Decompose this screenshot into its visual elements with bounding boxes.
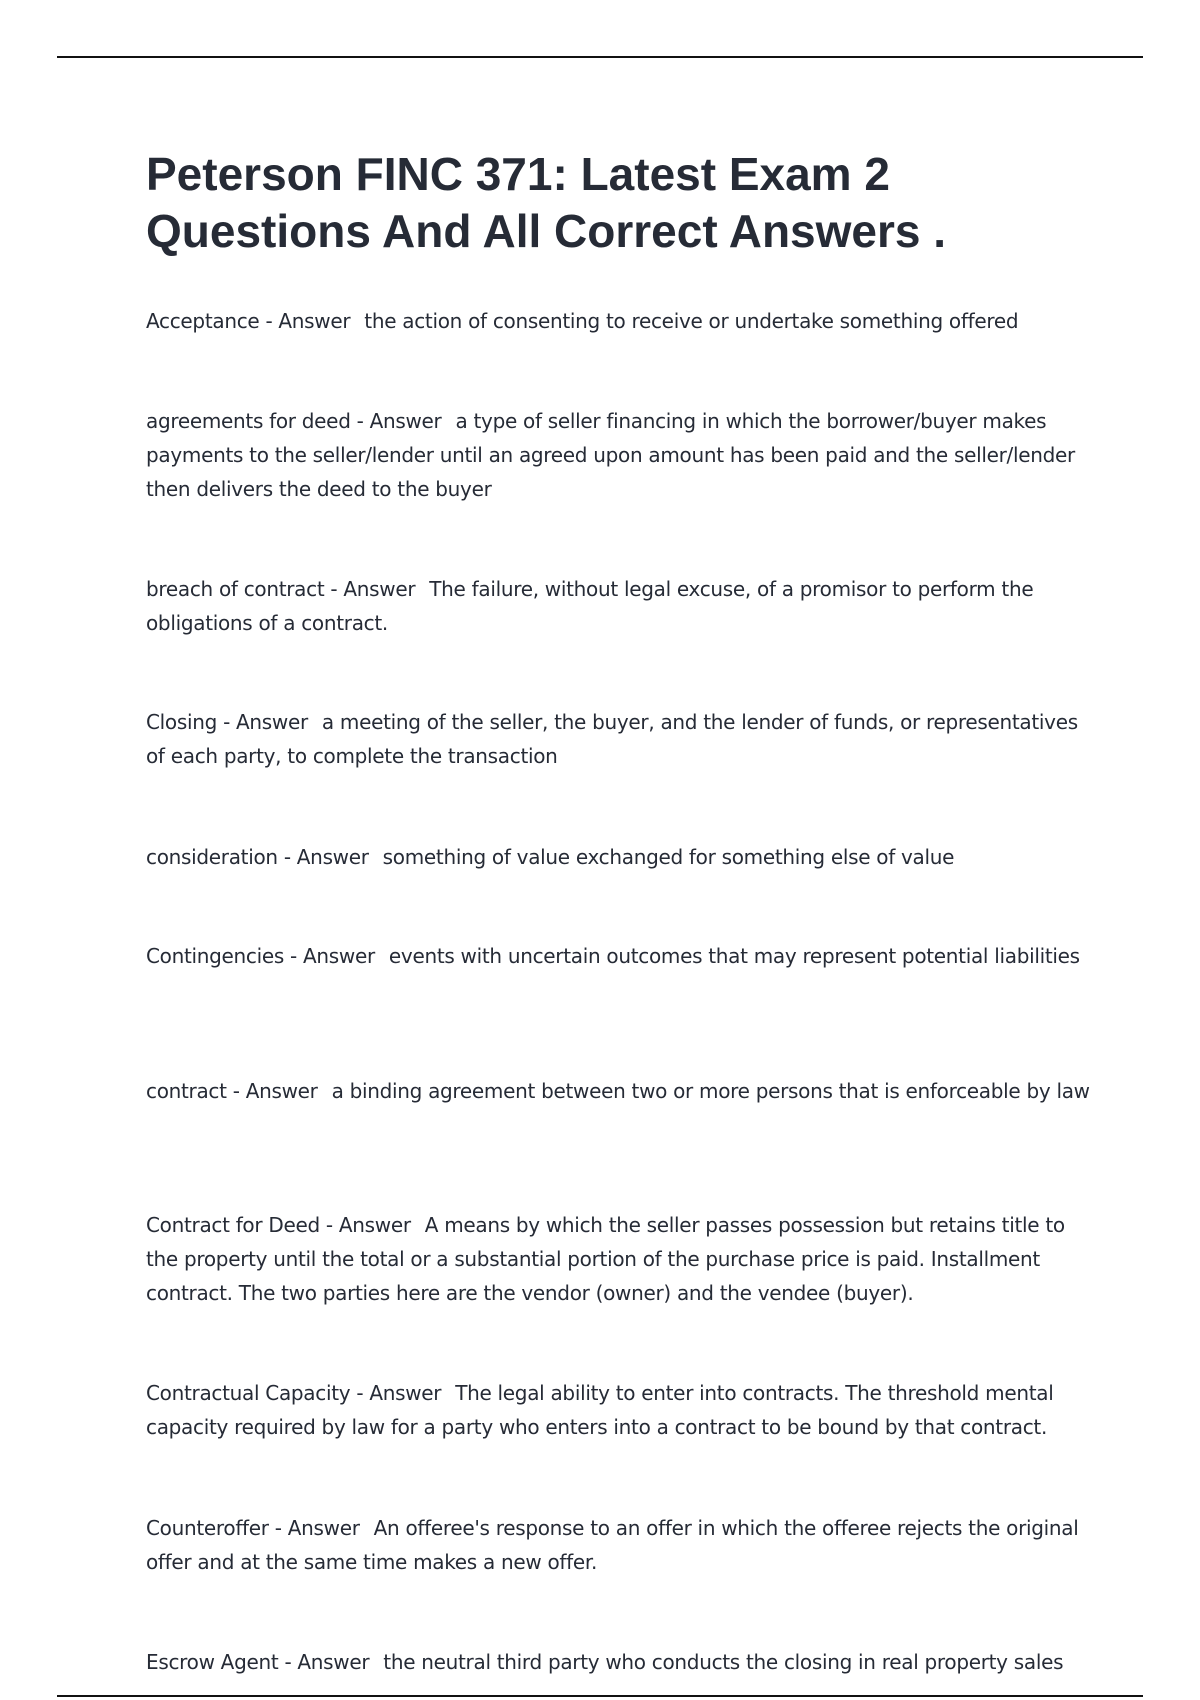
qa-entry	[146, 1511, 1096, 1579]
qa-definition: An offeree's response to an offer in which the offeree rejects the original offer and at the same time makes a new offer.	[146, 1516, 1079, 1574]
top-rule	[57, 56, 1143, 58]
qa-term: Closing - Answer	[146, 710, 308, 734]
qa-entry	[146, 304, 1096, 338]
qa-term: contract - Answer	[146, 1079, 318, 1103]
qa-entry	[146, 1208, 1096, 1310]
qa-entry	[146, 840, 1096, 874]
qa-definition: a type of seller financing in which the borrower/buyer makes payments to the seller/lender until an agreed upon amount has been paid and the seller/lender then delivers the deed to the buyer	[146, 409, 1075, 501]
qa-entry	[146, 939, 1096, 973]
qa-term: breach of contract - Answer	[146, 577, 416, 601]
qa-entry	[146, 705, 1096, 773]
qa-definition: events with uncertain outcomes that may represent potential liabilities	[388, 944, 1080, 968]
qa-definition: The legal ability to enter into contracts. The threshold mental capacity required by law for a party who enters into a contract to be bound by that contract.	[146, 1381, 1054, 1439]
qa-entry	[146, 404, 1096, 506]
qa-definition: the neutral third party who conducts the closing in real property sales	[383, 1650, 1064, 1674]
qa-definition: something of value exchanged for something else of value	[382, 845, 955, 869]
qa-definition: the action of consenting to receive or undertake something offered	[364, 309, 1019, 333]
qa-definition: A means by which the seller passes possession but retains title to the property until the total or a substantial portion of the purchase price is paid. Installment contract. The two parties here are the vendor (owner) and the vendee (buyer).	[146, 1213, 1065, 1305]
qa-term: Contractual Capacity - Answer	[146, 1381, 442, 1405]
qa-definition: a binding agreement between two or more persons that is enforceable by law	[331, 1079, 1090, 1103]
qa-definition: The failure, without legal excuse, of a promisor to perform the obligations of a contract.	[146, 577, 1034, 635]
qa-term: consideration - Answer	[146, 845, 369, 869]
qa-entry	[146, 572, 1096, 640]
qa-entry	[146, 1376, 1096, 1444]
qa-term: Counteroffer - Answer	[146, 1516, 360, 1540]
qa-term: Acceptance - Answer	[146, 309, 351, 333]
qa-term: agreements for deed - Answer	[146, 409, 442, 433]
qa-term: Escrow Agent - Answer	[146, 1650, 370, 1674]
qa-definition: a meeting of the seller, the buyer, and the lender of funds, or representatives of each party, to complete the transaction	[146, 710, 1078, 768]
qa-entry	[146, 1074, 1096, 1108]
page-title: Peterson FINC 371: Latest Exam 2 Questions And All Correct Answers .	[146, 148, 947, 257]
qa-term: Contingencies - Answer	[146, 944, 375, 968]
qa-term: Contract for Deed - Answer	[146, 1213, 411, 1237]
bottom-rule	[57, 1695, 1143, 1697]
qa-entry	[146, 1645, 1096, 1679]
